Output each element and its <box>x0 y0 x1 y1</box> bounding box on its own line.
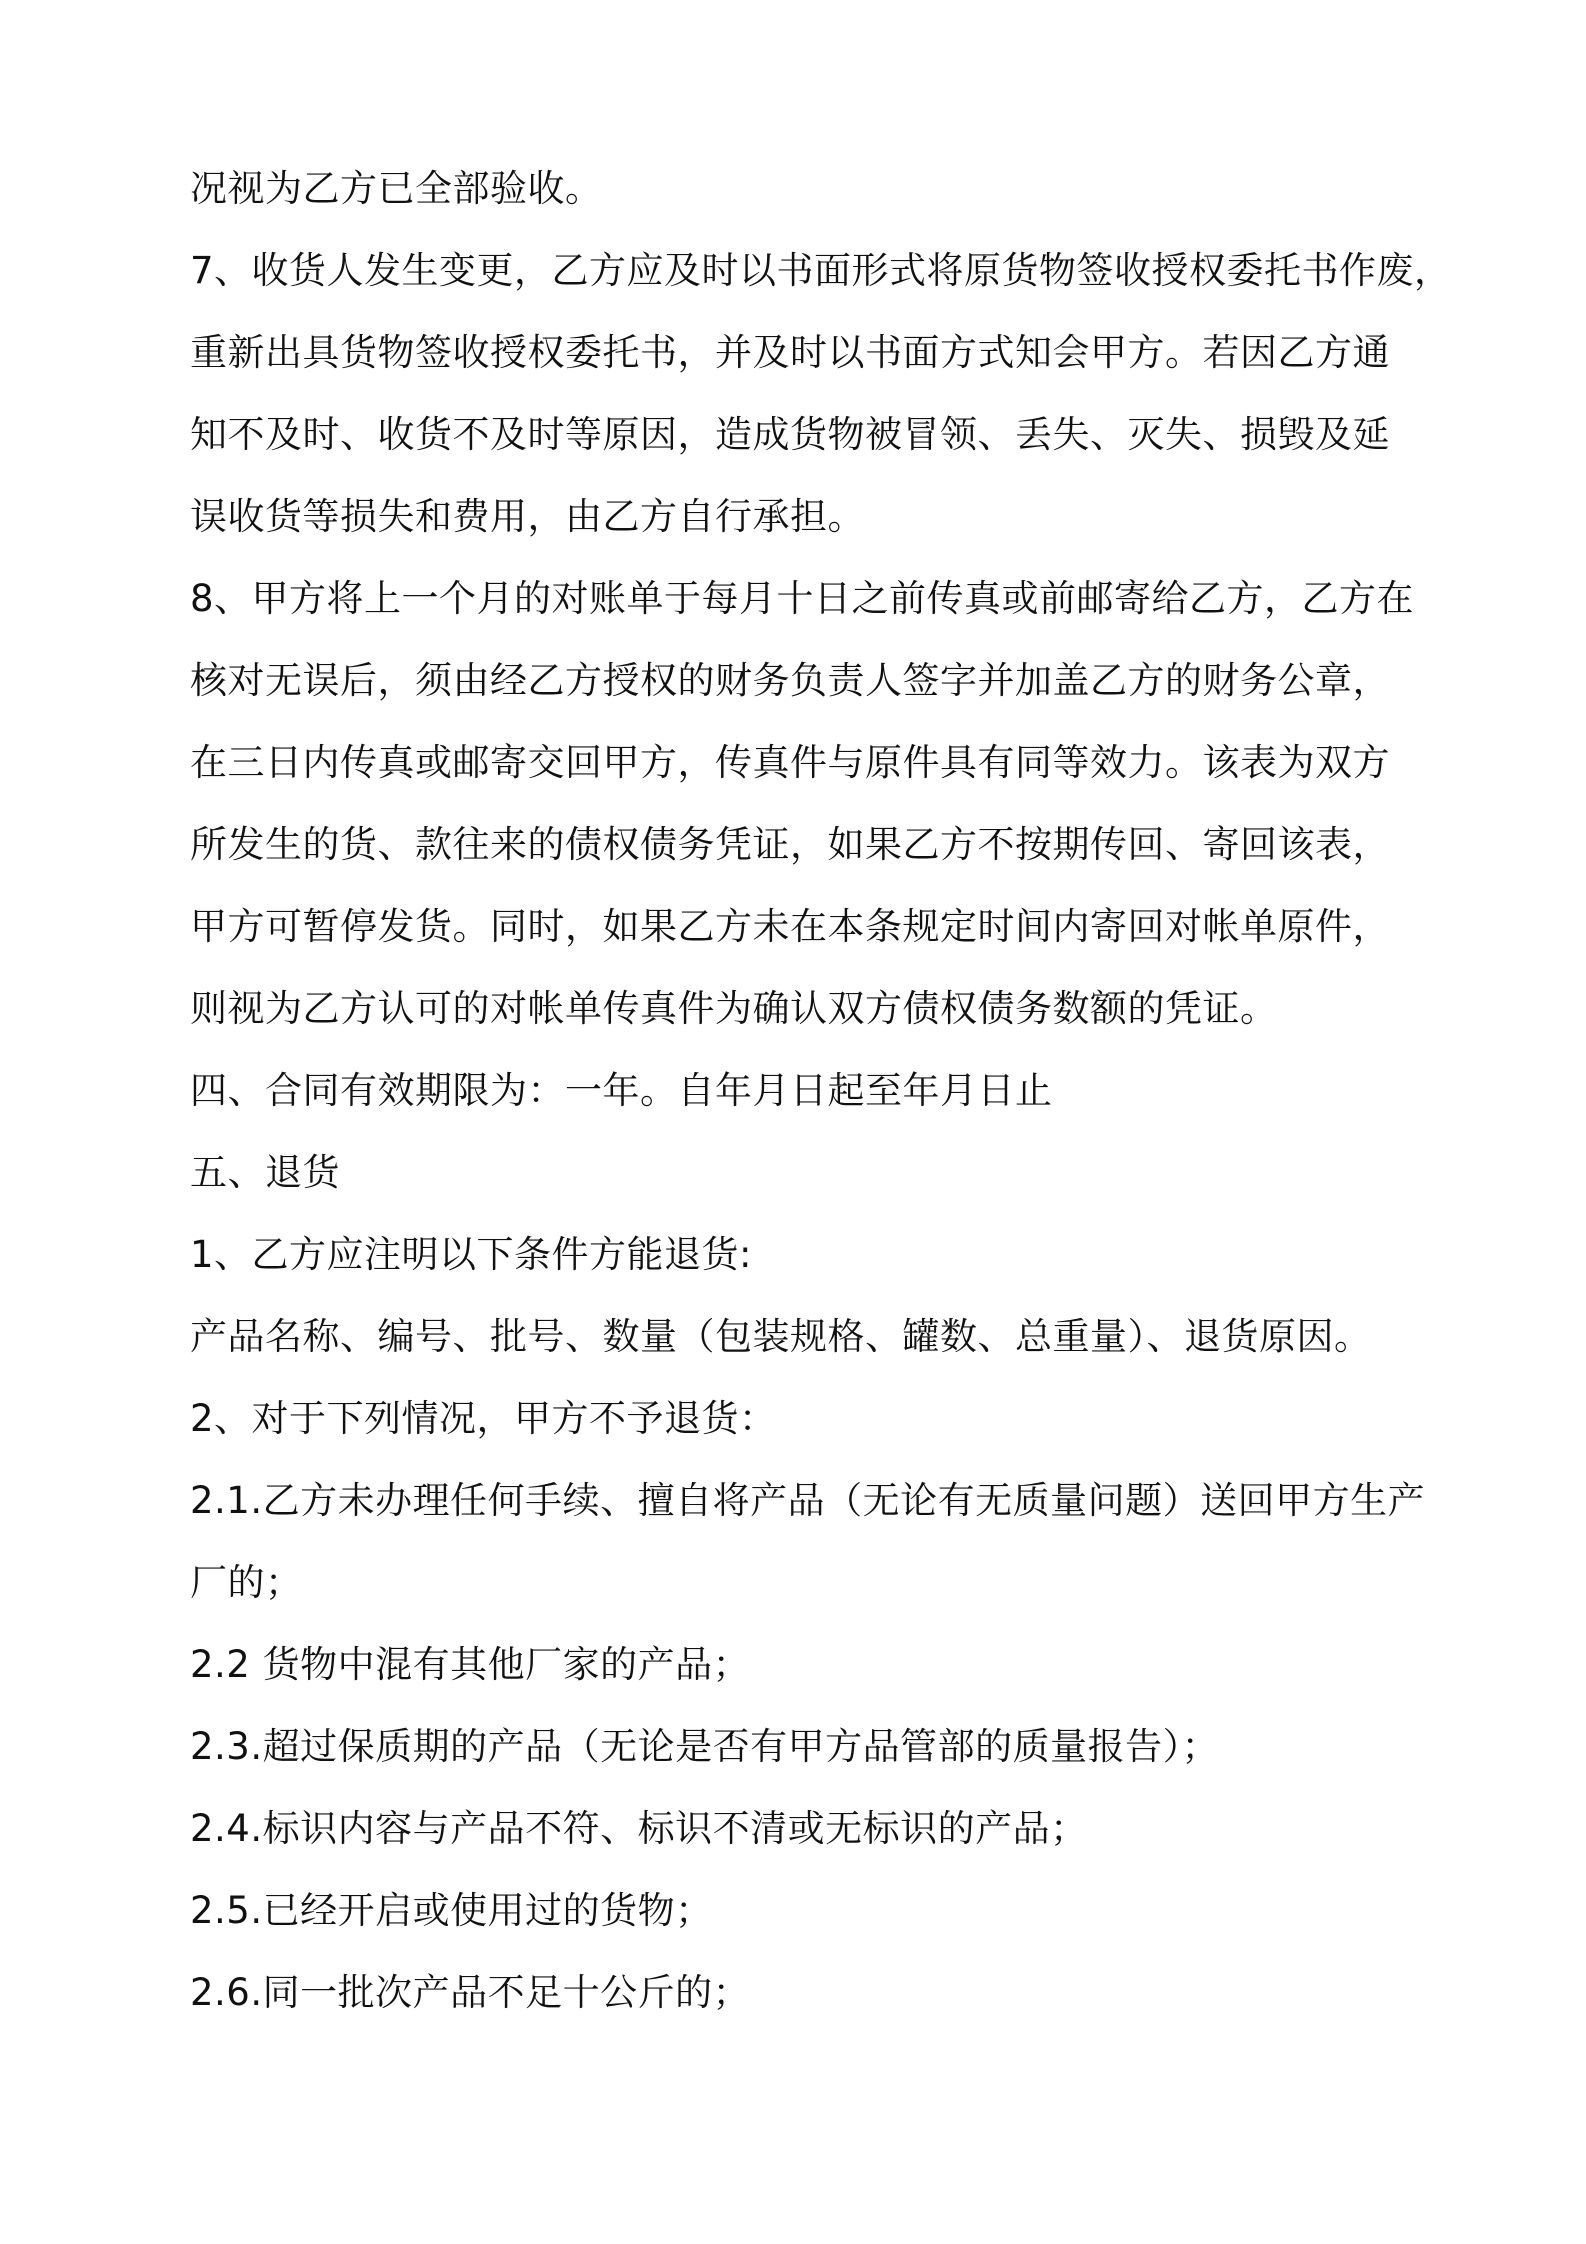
text-line: 2.4.标识内容与产品不符、标识不清或无标识的产品； <box>190 1807 1088 1850</box>
text-line: 8、甲方将上一个月的对账单于每月十日之前传真或前邮寄给乙方，乙方在 <box>190 577 1415 620</box>
text-line: 知不及时、收货不及时等原因，造成货物被冒领、丢失、灭失、损毁及延 <box>190 413 1390 456</box>
text-line: 则视为乙方认可的对帐单传真件为确认双方债权债务数额的凭证。 <box>190 987 1278 1030</box>
text-line: 所发生的货、款往来的债权债务凭证，如果乙方不按期传回、寄回该表， <box>190 823 1390 866</box>
section-heading: 四、合同有效期限为：一年。自年月日起至年月日止 <box>190 1069 1053 1112</box>
section-heading: 五、退货 <box>190 1151 340 1194</box>
text-line: 1、乙方应注明以下条件方能退货: <box>190 1233 753 1276</box>
text-line: 2.5.已经开启或使用过的货物； <box>190 1889 713 1932</box>
text-line: 2.6.同一批次产品不足十公斤的； <box>190 1971 751 2014</box>
text-line: 2.3.超过保质期的产品（无论是否有甲方品管部的质量报告）； <box>190 1725 1220 1768</box>
text-line: 2.1.乙方未办理任何手续、擅自将产品（无论有无质量问题）送回甲方生产 <box>190 1479 1426 1522</box>
text-line: 况视为乙方已全部验收。 <box>190 167 603 210</box>
document-body <box>190 148 1452 2034</box>
text-line: 核对无误后，须由经乙方授权的财务负责人签字并加盖乙方的财务公章， <box>190 659 1390 702</box>
text-line: 2.2 货物中混有其他厂家的产品； <box>190 1643 751 1686</box>
text-line: 在三日内传真或邮寄交回甲方，传真件与原件具有同等效力。该表为双方 <box>190 741 1390 784</box>
text-line: 误收货等损失和费用，由乙方自行承担。 <box>190 495 865 538</box>
text-line: 重新出具货物签收授权委托书，并及时以书面方式知会甲方。若因乙方通 <box>190 331 1390 374</box>
text-line: 厂的； <box>190 1561 303 1604</box>
text-line: 产品名称、编号、批号、数量（包装规格、罐数、总重量）、退货原因。 <box>190 1315 1372 1358</box>
text-line: 甲方可暂停发货。同时，如果乙方未在本条规定时间内寄回对帐单原件， <box>190 905 1390 948</box>
text-line: 7、收货人发生变更，乙方应及时以书面形式将原货物签收授权委托书作废， <box>190 249 1452 292</box>
text-line: 2、对于下列情况，甲方不予退货： <box>190 1397 777 1440</box>
